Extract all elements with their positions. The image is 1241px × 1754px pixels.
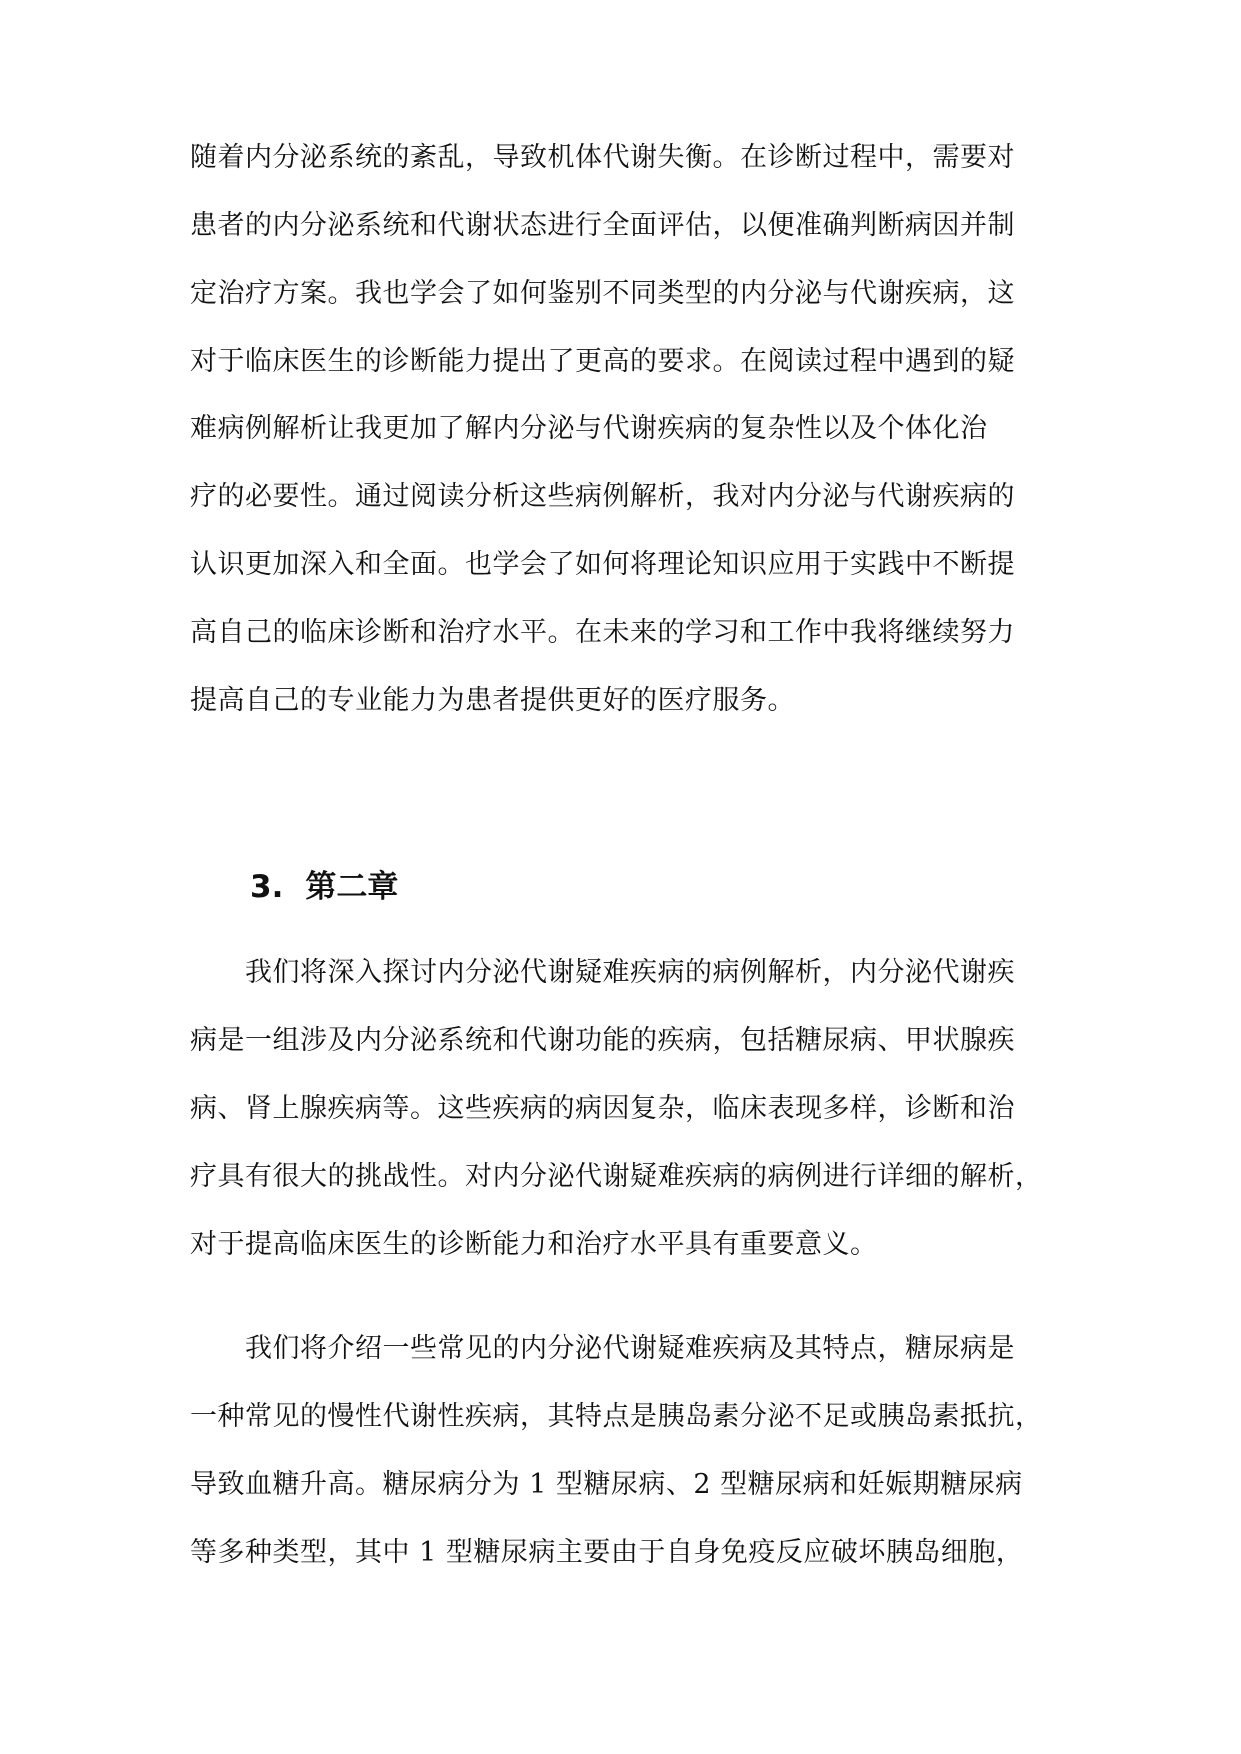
text-line: 等多种类型，其中 1 型糖尿病主要由于自身免疫反应破坏胰岛细胞，	[190, 1537, 1024, 1568]
text-line: 我们将深入探讨内分泌代谢疑难疾病的病例解析，内分泌代谢疾	[245, 957, 1015, 988]
text-line: 认识更加深入和全面。也学会了如何将理论知识应用于实践中不断提	[190, 549, 1015, 580]
text-line: 我们将介绍一些常见的内分泌代谢疑难疾病及其特点，糖尿病是	[245, 1333, 1015, 1364]
section-title: 第二章	[305, 869, 399, 905]
text-line: 对于提高临床医生的诊断能力和治疗水平具有重要意义。	[190, 1229, 878, 1260]
text-line: 一种常见的慢性代谢性疾病，其特点是胰岛素分泌不足或胰岛素抵抗，	[190, 1401, 1043, 1432]
section-number: 3.	[250, 869, 284, 905]
text-line: 病是一组涉及内分泌系统和代谢功能的疾病，包括糖尿病、甲状腺疾	[190, 1025, 1015, 1056]
text-line: 导致血糖升高。糖尿病分为 1 型糖尿病、2 型糖尿病和妊娠期糖尿病	[190, 1469, 1023, 1500]
text-line: 患者的内分泌系统和代谢状态进行全面评估，以便准确判断病因并制	[190, 210, 1015, 241]
text-line: 难病例解析让我更加了解内分泌与代谢疾病的复杂性以及个体化治	[190, 413, 988, 444]
text-line: 定治疗方案。我也学会了如何鉴别不同类型的内分泌与代谢疾病，这	[190, 278, 1015, 309]
text-line: 提高自己的专业能力为患者提供更好的医疗服务。	[190, 685, 795, 716]
text-line: 疗具有很大的挑战性。对内分泌代谢疑难疾病的病例进行详细的解析，	[190, 1161, 1043, 1192]
section-heading	[250, 865, 398, 909]
text-line: 对于临床医生的诊断能力提出了更高的要求。在阅读过程中遇到的疑	[190, 346, 1015, 377]
text-line: 高自己的临床诊断和治疗水平。在未来的学习和工作中我将继续努力	[190, 617, 1015, 648]
text-line: 病、肾上腺疾病等。这些疾病的病因复杂，临床表现多样，诊断和治	[190, 1093, 1015, 1124]
text-line: 疗的必要性。通过阅读分析这些病例解析，我对内分泌与代谢疾病的	[190, 481, 1015, 512]
text-line: 随着内分泌系统的紊乱，导致机体代谢失衡。在诊断过程中，需要对	[190, 142, 1015, 173]
